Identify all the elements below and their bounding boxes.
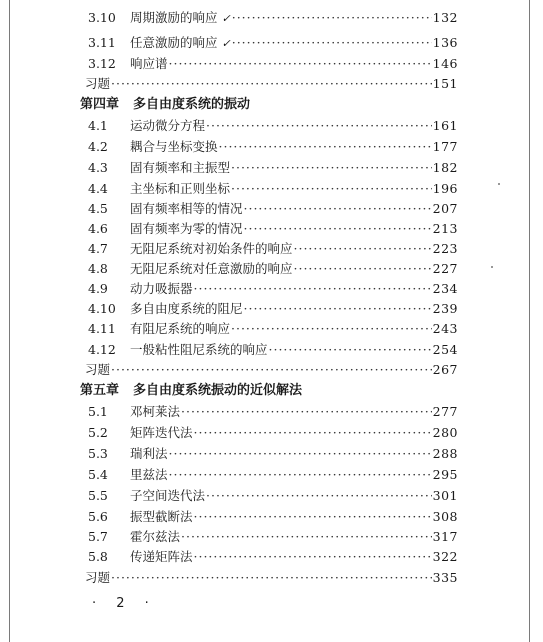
entry-page: 182	[432, 160, 458, 175]
entry-number: 5.5	[88, 488, 108, 503]
toc-exercise-ch3[interactable]	[85, 76, 458, 92]
toc-entry-3-10[interactable]	[88, 10, 458, 26]
toc-exercise-ch5[interactable]	[85, 570, 458, 586]
toc-entry-4-10[interactable]	[88, 301, 458, 317]
entry-number: 4.3	[88, 160, 108, 175]
toc-entry-5-2[interactable]	[88, 425, 458, 441]
entry-page: 280	[432, 425, 458, 440]
entry-page: 196	[432, 181, 458, 196]
entry-title: 动力吸振器	[130, 281, 193, 296]
toc-entry-4-7[interactable]	[88, 241, 458, 257]
leader-dots	[194, 425, 432, 441]
entry-title: 振型截断法	[130, 509, 193, 524]
leader-dots	[111, 76, 432, 92]
entry-title: 矩阵迭代法	[130, 425, 193, 440]
entry-title: 霍尔兹法	[130, 529, 181, 544]
toc-entry-4-9[interactable]	[88, 281, 458, 297]
leader-dots	[206, 488, 432, 504]
entry-title: 邓柯莱法	[130, 404, 181, 419]
entry-number: 5.3	[88, 446, 108, 461]
chapter-label: 第五章	[80, 383, 120, 398]
leader-dots	[231, 321, 432, 337]
entry-number: 4.7	[88, 241, 108, 256]
toc-entry-4-5[interactable]	[88, 201, 458, 217]
entry-number: 4.6	[88, 221, 108, 236]
exercise-title: 习题	[85, 570, 111, 585]
entry-number: 4.12	[88, 342, 116, 357]
entry-number: 3.10	[88, 10, 116, 25]
leader-dots	[269, 342, 432, 358]
entry-title: 无阻尼系统对任意激励的响应	[130, 261, 293, 276]
entry-title: 耦合与坐标变换	[130, 139, 218, 154]
exercise-title: 习题	[85, 76, 111, 91]
toc-entry-3-11[interactable]	[88, 35, 458, 51]
entry-page: 132	[432, 10, 458, 25]
entry-page: 161	[432, 118, 458, 133]
leader-dots	[231, 160, 432, 176]
entry-title: 一般粘性阻尼系统的响应	[130, 342, 268, 357]
check-mark-icon: ✓	[221, 12, 231, 25]
toc-entry-4-8[interactable]	[88, 261, 458, 277]
leader-dots	[232, 10, 432, 26]
leader-dots	[111, 570, 432, 586]
entry-page: 301	[432, 488, 458, 503]
leader-dots	[194, 509, 432, 525]
toc-entry-4-3[interactable]	[88, 160, 458, 176]
entry-number: 5.2	[88, 425, 108, 440]
leader-dots	[169, 446, 432, 462]
entry-page: 322	[432, 549, 458, 564]
check-mark-icon: ✓	[221, 37, 231, 50]
entry-number: 4.11	[88, 321, 116, 336]
leader-dots	[231, 181, 432, 197]
entry-title: 子空间迭代法	[130, 488, 206, 503]
leader-dots	[294, 261, 432, 277]
entry-title: 传递矩阵法	[130, 549, 193, 564]
leader-dots	[169, 56, 432, 72]
leader-dots	[111, 362, 432, 378]
entry-title: 响应谱	[130, 56, 168, 71]
toc-entry-5-3[interactable]	[88, 446, 458, 462]
leader-dots	[206, 118, 432, 134]
toc-entry-4-6[interactable]	[88, 221, 458, 237]
entry-page: 254	[432, 342, 458, 357]
exercise-page: 151	[432, 76, 458, 91]
entry-title: 多自由度系统的阻尼	[130, 301, 243, 316]
toc-entry-5-4[interactable]	[88, 467, 458, 483]
toc-entry-5-8[interactable]	[88, 549, 458, 565]
entry-number: 4.10	[88, 301, 116, 316]
toc-entry-4-11[interactable]	[88, 321, 458, 337]
chapter-5-heading[interactable]	[80, 383, 340, 399]
entry-page: 239	[432, 301, 458, 316]
leader-dots	[169, 467, 432, 483]
toc-entry-3-12[interactable]	[88, 56, 458, 72]
entry-title: 里兹法	[130, 467, 168, 482]
exercise-title: 习题	[85, 362, 111, 377]
leader-dots	[219, 139, 432, 155]
entry-number: 4.4	[88, 181, 108, 196]
entry-number: 4.8	[88, 261, 108, 276]
exercise-page: 335	[432, 570, 458, 585]
leader-dots	[194, 281, 432, 297]
entry-title: 任意激励的响应	[130, 35, 218, 50]
toc-entry-4-2[interactable]	[88, 139, 458, 155]
entry-page: 177	[432, 139, 458, 154]
entry-page: 213	[432, 221, 458, 236]
entry-page: 243	[432, 321, 458, 336]
entry-number: 5.8	[88, 549, 108, 564]
exercise-page: 267	[432, 362, 458, 377]
toc-entry-5-7[interactable]	[88, 529, 458, 545]
entry-page: 308	[432, 509, 458, 524]
entry-page: 295	[432, 467, 458, 482]
entry-number: 5.4	[88, 467, 108, 482]
entry-title: 主坐标和正则坐标	[130, 181, 231, 196]
leader-dots	[232, 35, 432, 51]
entry-page: 146	[432, 56, 458, 71]
toc-entry-5-6[interactable]	[88, 509, 458, 525]
entry-number: 5.1	[88, 404, 108, 419]
leader-dots	[244, 221, 432, 237]
entry-page: 207	[432, 201, 458, 216]
entry-page: 317	[432, 529, 458, 544]
toc-entry-4-4[interactable]	[88, 181, 458, 197]
entry-title: 无阻尼系统对初始条件的响应	[130, 241, 293, 256]
toc-entry-4-12[interactable]	[88, 342, 458, 358]
entry-title: 周期激励的响应	[130, 10, 218, 25]
entry-number: 4.1	[88, 118, 108, 133]
entry-title: 瑞利法	[130, 446, 168, 461]
entry-title: 固有频率为零的情况	[130, 221, 243, 236]
entry-page: 227	[432, 261, 458, 276]
entry-number: 4.5	[88, 201, 108, 216]
entry-page: 277	[432, 404, 458, 419]
entry-number: 5.7	[88, 529, 108, 544]
leader-dots	[181, 404, 432, 420]
chapter-label: 第四章	[80, 97, 120, 112]
chapter-4-heading[interactable]	[80, 97, 340, 113]
entry-title: 运动微分方程	[130, 118, 206, 133]
scan-speck	[491, 266, 493, 268]
chapter-title: 多自由度系统的振动	[133, 97, 251, 112]
toc-exercise-ch4[interactable]	[85, 362, 458, 378]
leader-dots	[181, 529, 432, 545]
entry-number: 4.2	[88, 139, 108, 154]
entry-page: 288	[432, 446, 458, 461]
entry-page: 136	[432, 35, 458, 50]
entry-number: 3.12	[88, 56, 116, 71]
toc-entry-4-1[interactable]	[88, 118, 458, 134]
leader-dots	[244, 201, 432, 217]
entry-title: 有阻尼系统的响应	[130, 321, 231, 336]
chapter-title: 多自由度系统振动的近似解法	[133, 383, 303, 398]
toc-entry-5-1[interactable]	[88, 404, 458, 420]
entry-number: 4.9	[88, 281, 108, 296]
scan-speck	[498, 183, 500, 185]
entry-number: 5.6	[88, 509, 108, 524]
entry-title: 固有频率相等的情况	[130, 201, 243, 216]
entry-title: 固有频率和主振型	[130, 160, 231, 175]
entry-page: 234	[432, 281, 458, 296]
leader-dots	[244, 301, 432, 317]
toc-entry-5-5[interactable]	[88, 488, 458, 504]
page-number: · 2 ·	[92, 596, 157, 611]
entry-number: 3.11	[88, 35, 116, 50]
leader-dots	[294, 241, 432, 257]
leader-dots	[194, 549, 432, 565]
entry-page: 223	[432, 241, 458, 256]
